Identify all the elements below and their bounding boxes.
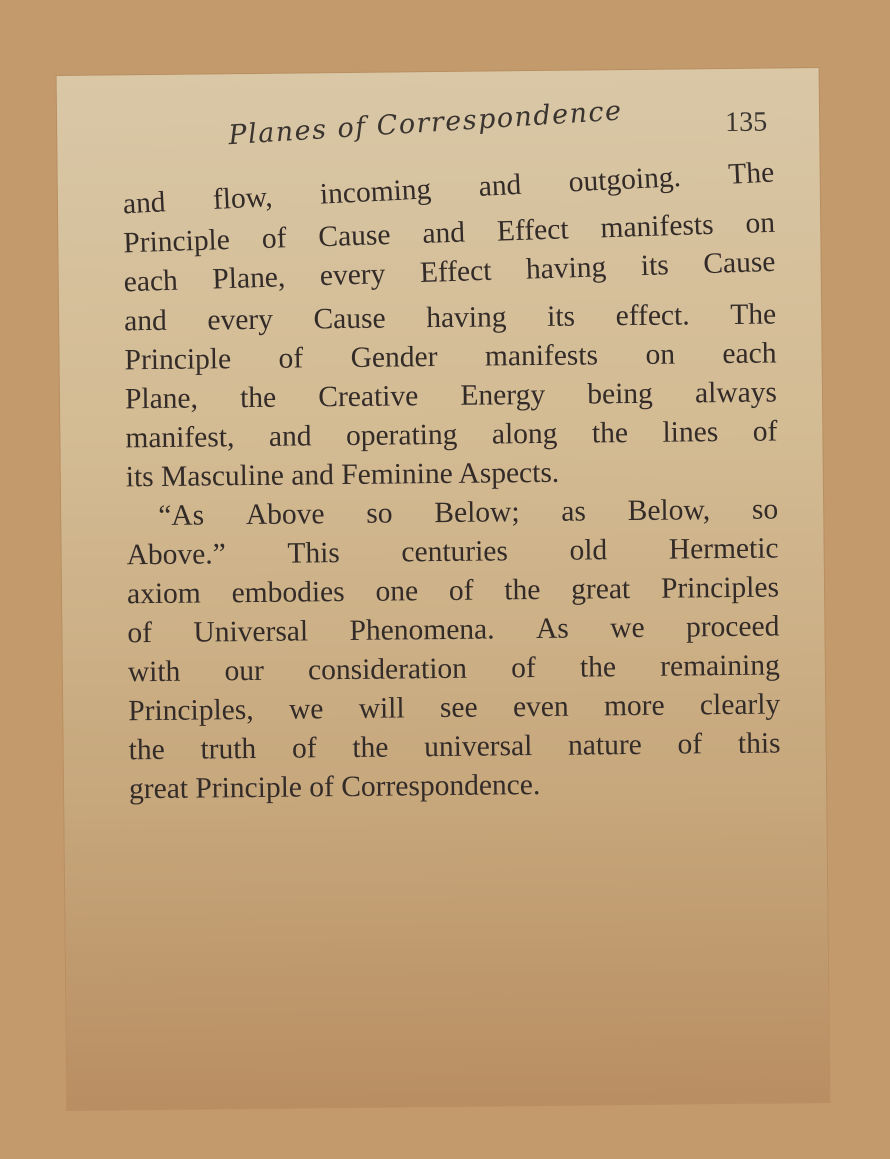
- text-line: and flow, incoming and outgoing. The: [122, 156, 775, 221]
- paragraph-2: [126, 490, 781, 809]
- text-line: Principle of Gender manifests on each: [124, 337, 777, 377]
- text-line: Principle of Cause and Effect manifests on: [122, 206, 776, 260]
- paragraph-1: [122, 156, 778, 498]
- page-header: [117, 95, 768, 154]
- text-line: Principles, we will see even more clearly: [128, 688, 781, 728]
- text-line: of Universal Phenomena. As we proceed: [127, 610, 780, 650]
- text-line: manifest, and operating along the lines of: [125, 415, 778, 455]
- text-line: its Masculine and Feminine Aspects.: [125, 456, 560, 494]
- text-line: with our consideration of the remaining: [127, 649, 780, 689]
- page-body: [122, 156, 781, 810]
- text-line: each Plane, every Effect having its Cause: [123, 245, 776, 299]
- book-page: [57, 68, 830, 1110]
- text-line: great Principle of Correspondence.: [128, 768, 541, 806]
- running-title: Planes of Correspondence: [227, 95, 624, 152]
- text-line: axiom embodies one of the great Principles: [126, 571, 780, 611]
- text-line: and every Cause having its effect. The: [124, 298, 777, 338]
- text-line: “As Above so Below; as Below, so: [158, 493, 779, 532]
- text-line: the truth of the universal nature of this: [128, 727, 781, 767]
- text-line: Plane, the Creative Energy being always: [124, 376, 778, 416]
- text-line: Above.” This centuries old Hermetic: [126, 532, 779, 572]
- page-number: 135: [724, 106, 768, 139]
